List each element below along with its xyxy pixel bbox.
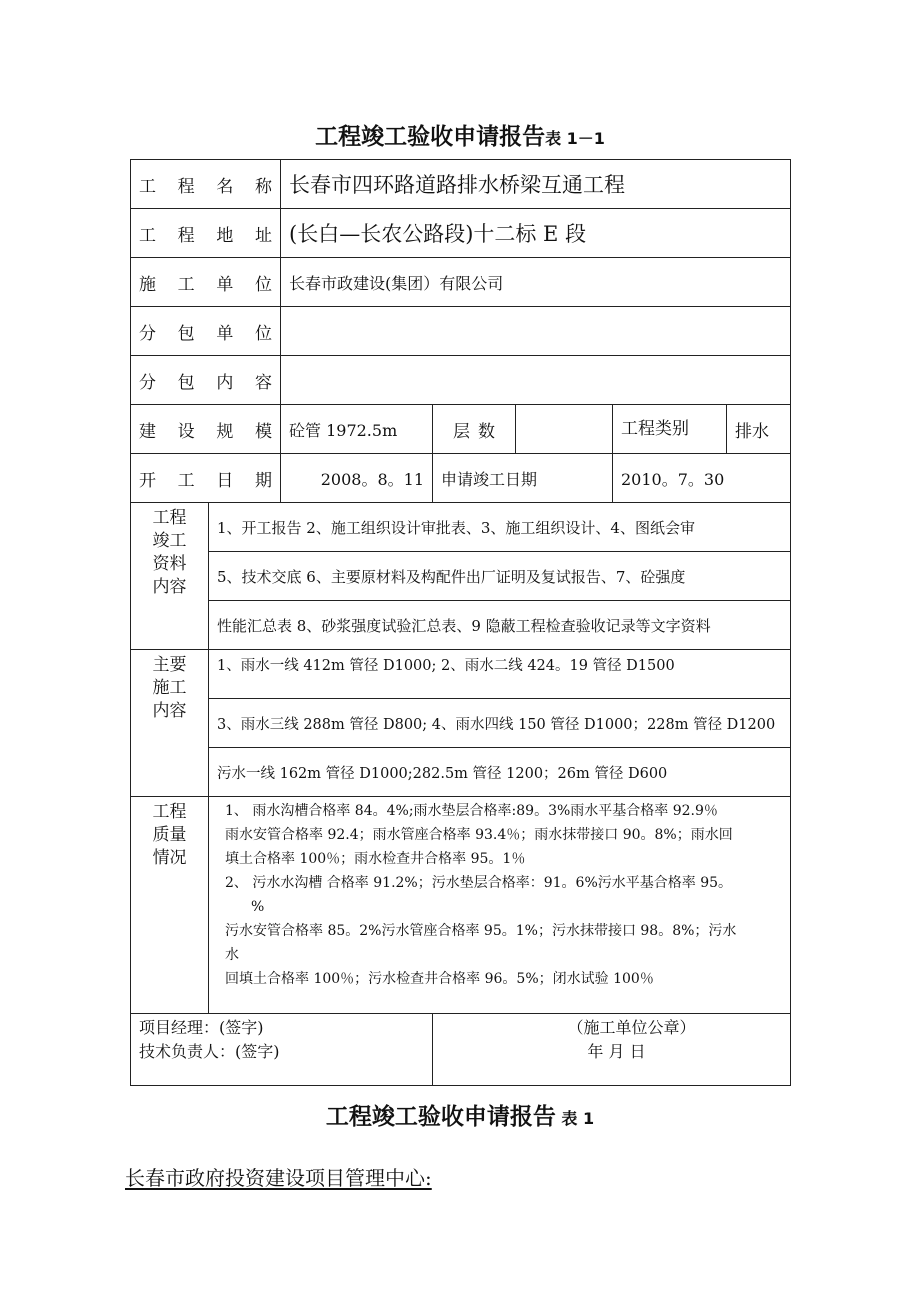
quality-line: 1、 雨水沟槽合格率 84。4%;雨水垫层合格率:89。3%雨水平基合格率 92.9％ xyxy=(225,803,718,819)
value-start-date: 2008。8。11 xyxy=(281,454,433,503)
label-start-date: 开 工 日 期 xyxy=(139,470,272,491)
form-title-2 xyxy=(0,1098,920,1131)
row-subcontractor xyxy=(131,307,791,356)
form-title-2-table-no: 表 1 xyxy=(561,1109,595,1128)
row-completion-docs-3 xyxy=(131,601,791,650)
row-main-work-1 xyxy=(131,650,791,699)
value-subcontract-content xyxy=(281,356,791,405)
form-title-2-main: 工程竣工验收申请报告 xyxy=(325,1104,556,1130)
value-floors xyxy=(516,405,613,454)
addressee: 长春市政府投资建设项目管理中心: xyxy=(125,1166,432,1190)
label-category: 工程类别 xyxy=(613,405,727,453)
form-title-table-no: 表 1－1 xyxy=(545,129,605,148)
signature-date: 年 月 日 xyxy=(587,1042,646,1061)
label-scale: 建 设 规 模 xyxy=(139,421,272,442)
row-main-work-3 xyxy=(131,748,791,797)
main-work-line: 污水一线 162m 管径 D1000;282.5m 管径 1200；26m 管径 D600 xyxy=(209,748,791,797)
row-dates xyxy=(131,454,791,503)
row-completion-docs-2 xyxy=(131,552,791,601)
label-contractor: 施 工 单 位 xyxy=(139,274,272,295)
value-project-address: (长白—长农公路段)十二标 E 段 xyxy=(281,209,791,258)
value-scale: 砼管 1972.5m xyxy=(281,405,433,454)
label-subcontract-content: 分 包 内 容 xyxy=(139,372,272,393)
quality-line: 污水安管合格率 85。2%污水管座合格率 95。1%；污水抹带接口 98。8%；污水 xyxy=(225,923,737,939)
completion-docs-line: 1、开工报告 2、施工组织设计审批表、3、施工组织设计、4、图纸会审 xyxy=(209,503,791,552)
row-scale xyxy=(131,405,791,454)
label-subcontractor: 分 包 单 位 xyxy=(139,323,272,344)
row-quality xyxy=(131,797,791,1014)
main-work-line: 1、雨水一线 412m 管径 D1000; 2、雨水二线 424。19 管径 D1500 xyxy=(209,650,791,699)
company-seal: （施工单位公章） xyxy=(567,1018,696,1037)
row-project-address xyxy=(131,209,791,258)
label-floors: 层 数 xyxy=(453,421,495,442)
quality-line: 填土合格率 100％；雨水检查井合格率 95。1％ xyxy=(225,851,526,867)
value-project-name: 长春市四环路道路排水桥梁互通工程 xyxy=(281,160,791,209)
row-subcontract-content xyxy=(131,356,791,405)
label-completion-docs: 工程 竣工 资料 内容 xyxy=(131,503,209,650)
completion-docs-line: 性能汇总表 8、砂浆强度试验汇总表、9 隐蔽工程检查验收记录等文字资料 xyxy=(209,601,791,650)
row-main-work-2 xyxy=(131,699,791,748)
label-project-name: 工 程 名 称 xyxy=(139,176,272,197)
value-apply-date: 2010。7。30 xyxy=(613,454,791,503)
quality-line: 水 xyxy=(225,947,239,963)
label-main-work: 主要 施工 内容 xyxy=(131,650,209,797)
main-work-line: 3、雨水三线 288m 管径 D800; 4、雨水四线 150 管径 D1000；228m 管径 D1200 xyxy=(209,699,791,748)
quality-line: % xyxy=(251,899,265,915)
signature-right xyxy=(433,1014,791,1086)
completion-docs-line: 5、技术交底 6、主要原材料及构配件出厂证明及复试报告、7、砼强度 xyxy=(209,552,791,601)
tech-lead-signature: 技术负责人：(签字) xyxy=(139,1042,280,1061)
project-manager-signature: 项目经理：(签字) xyxy=(139,1018,264,1037)
row-signatures xyxy=(131,1014,791,1086)
value-contractor: 长春市政建设(集团）有限公司 xyxy=(281,258,791,307)
value-category: 排水 xyxy=(735,421,769,442)
form-title xyxy=(0,118,920,151)
label-apply-date: 申请竣工日期 xyxy=(433,454,613,503)
quality-details xyxy=(209,797,791,1014)
signature-left xyxy=(131,1014,433,1086)
quality-line: 雨水安管合格率 92.4；雨水管座合格率 93.4％；雨水抹带接口 90。8%；雨水回 xyxy=(225,827,733,843)
quality-line: 回填土合格率 100％；污水检查井合格率 96。5%；闭水试验 100％ xyxy=(225,971,654,987)
row-completion-docs-1 xyxy=(131,503,791,552)
row-contractor xyxy=(131,258,791,307)
quality-line: 2、 污水水沟槽 合格率 91.2%；污水垫层合格率：91。6%污水平基合格率 95。 xyxy=(225,875,733,891)
acceptance-application-form xyxy=(130,159,791,1086)
label-quality: 工程 质量 情况 xyxy=(131,797,209,1014)
label-project-address: 工 程 地 址 xyxy=(139,225,272,246)
form-title-main: 工程竣工验收申请报告 xyxy=(315,124,546,150)
value-subcontractor xyxy=(281,307,791,356)
row-project-name xyxy=(131,160,791,209)
